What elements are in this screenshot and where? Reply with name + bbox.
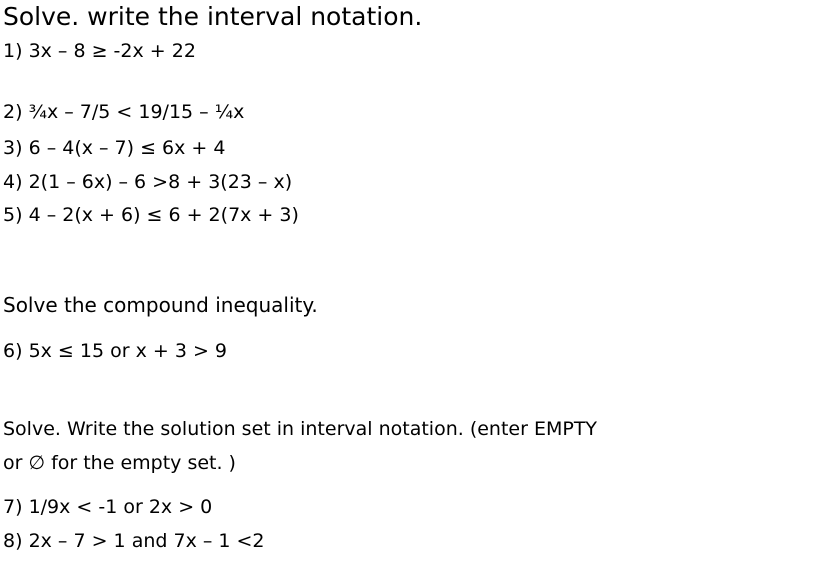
problem-label: 2) bbox=[3, 101, 23, 123]
problem-text: 2(1 – 6x) – 6 >8 + 3(23 – x) bbox=[28, 171, 293, 193]
section-heading-compound: Solve the compound inequality. bbox=[3, 293, 318, 317]
problem-text: 6 – 4(x – 7) ≤ 6x + 4 bbox=[28, 137, 226, 159]
section-heading-solution-set-line2: or ∅ for the empty set. ) bbox=[3, 452, 236, 474]
problem-1 bbox=[3, 42, 196, 61]
problem-5 bbox=[3, 206, 299, 225]
problem-text: 1/9x < -1 or 2x > 0 bbox=[28, 496, 213, 518]
page-title: Solve. write the interval notation. bbox=[3, 2, 423, 31]
problem-label: 1) bbox=[3, 40, 23, 62]
problem-label: 5) bbox=[3, 204, 23, 226]
problem-label: 4) bbox=[3, 171, 23, 193]
problem-label: 3) bbox=[3, 137, 23, 159]
problem-7 bbox=[3, 498, 212, 517]
problem-3 bbox=[3, 139, 225, 158]
problem-label: 7) bbox=[3, 496, 23, 518]
problem-text: ¾x – 7/5 < 19/15 – ¼x bbox=[28, 101, 245, 123]
problem-6 bbox=[3, 342, 227, 361]
problem-4 bbox=[3, 173, 292, 192]
problem-text: 4 – 2(x + 6) ≤ 6 + 2(7x + 3) bbox=[28, 204, 299, 226]
problem-label: 6) bbox=[3, 340, 23, 362]
problem-text: 3x – 8 ≥ -2x + 22 bbox=[28, 40, 196, 62]
problem-2 bbox=[3, 103, 244, 122]
problem-8 bbox=[3, 532, 265, 551]
problem-text: 2x – 7 > 1 and 7x – 1 <2 bbox=[28, 530, 265, 552]
problem-label: 8) bbox=[3, 530, 23, 552]
problem-text: 5x ≤ 15 or x + 3 > 9 bbox=[28, 340, 228, 362]
section-heading-solution-set-line1: Solve. Write the solution set in interval notation. (enter EMPTY bbox=[3, 418, 598, 440]
